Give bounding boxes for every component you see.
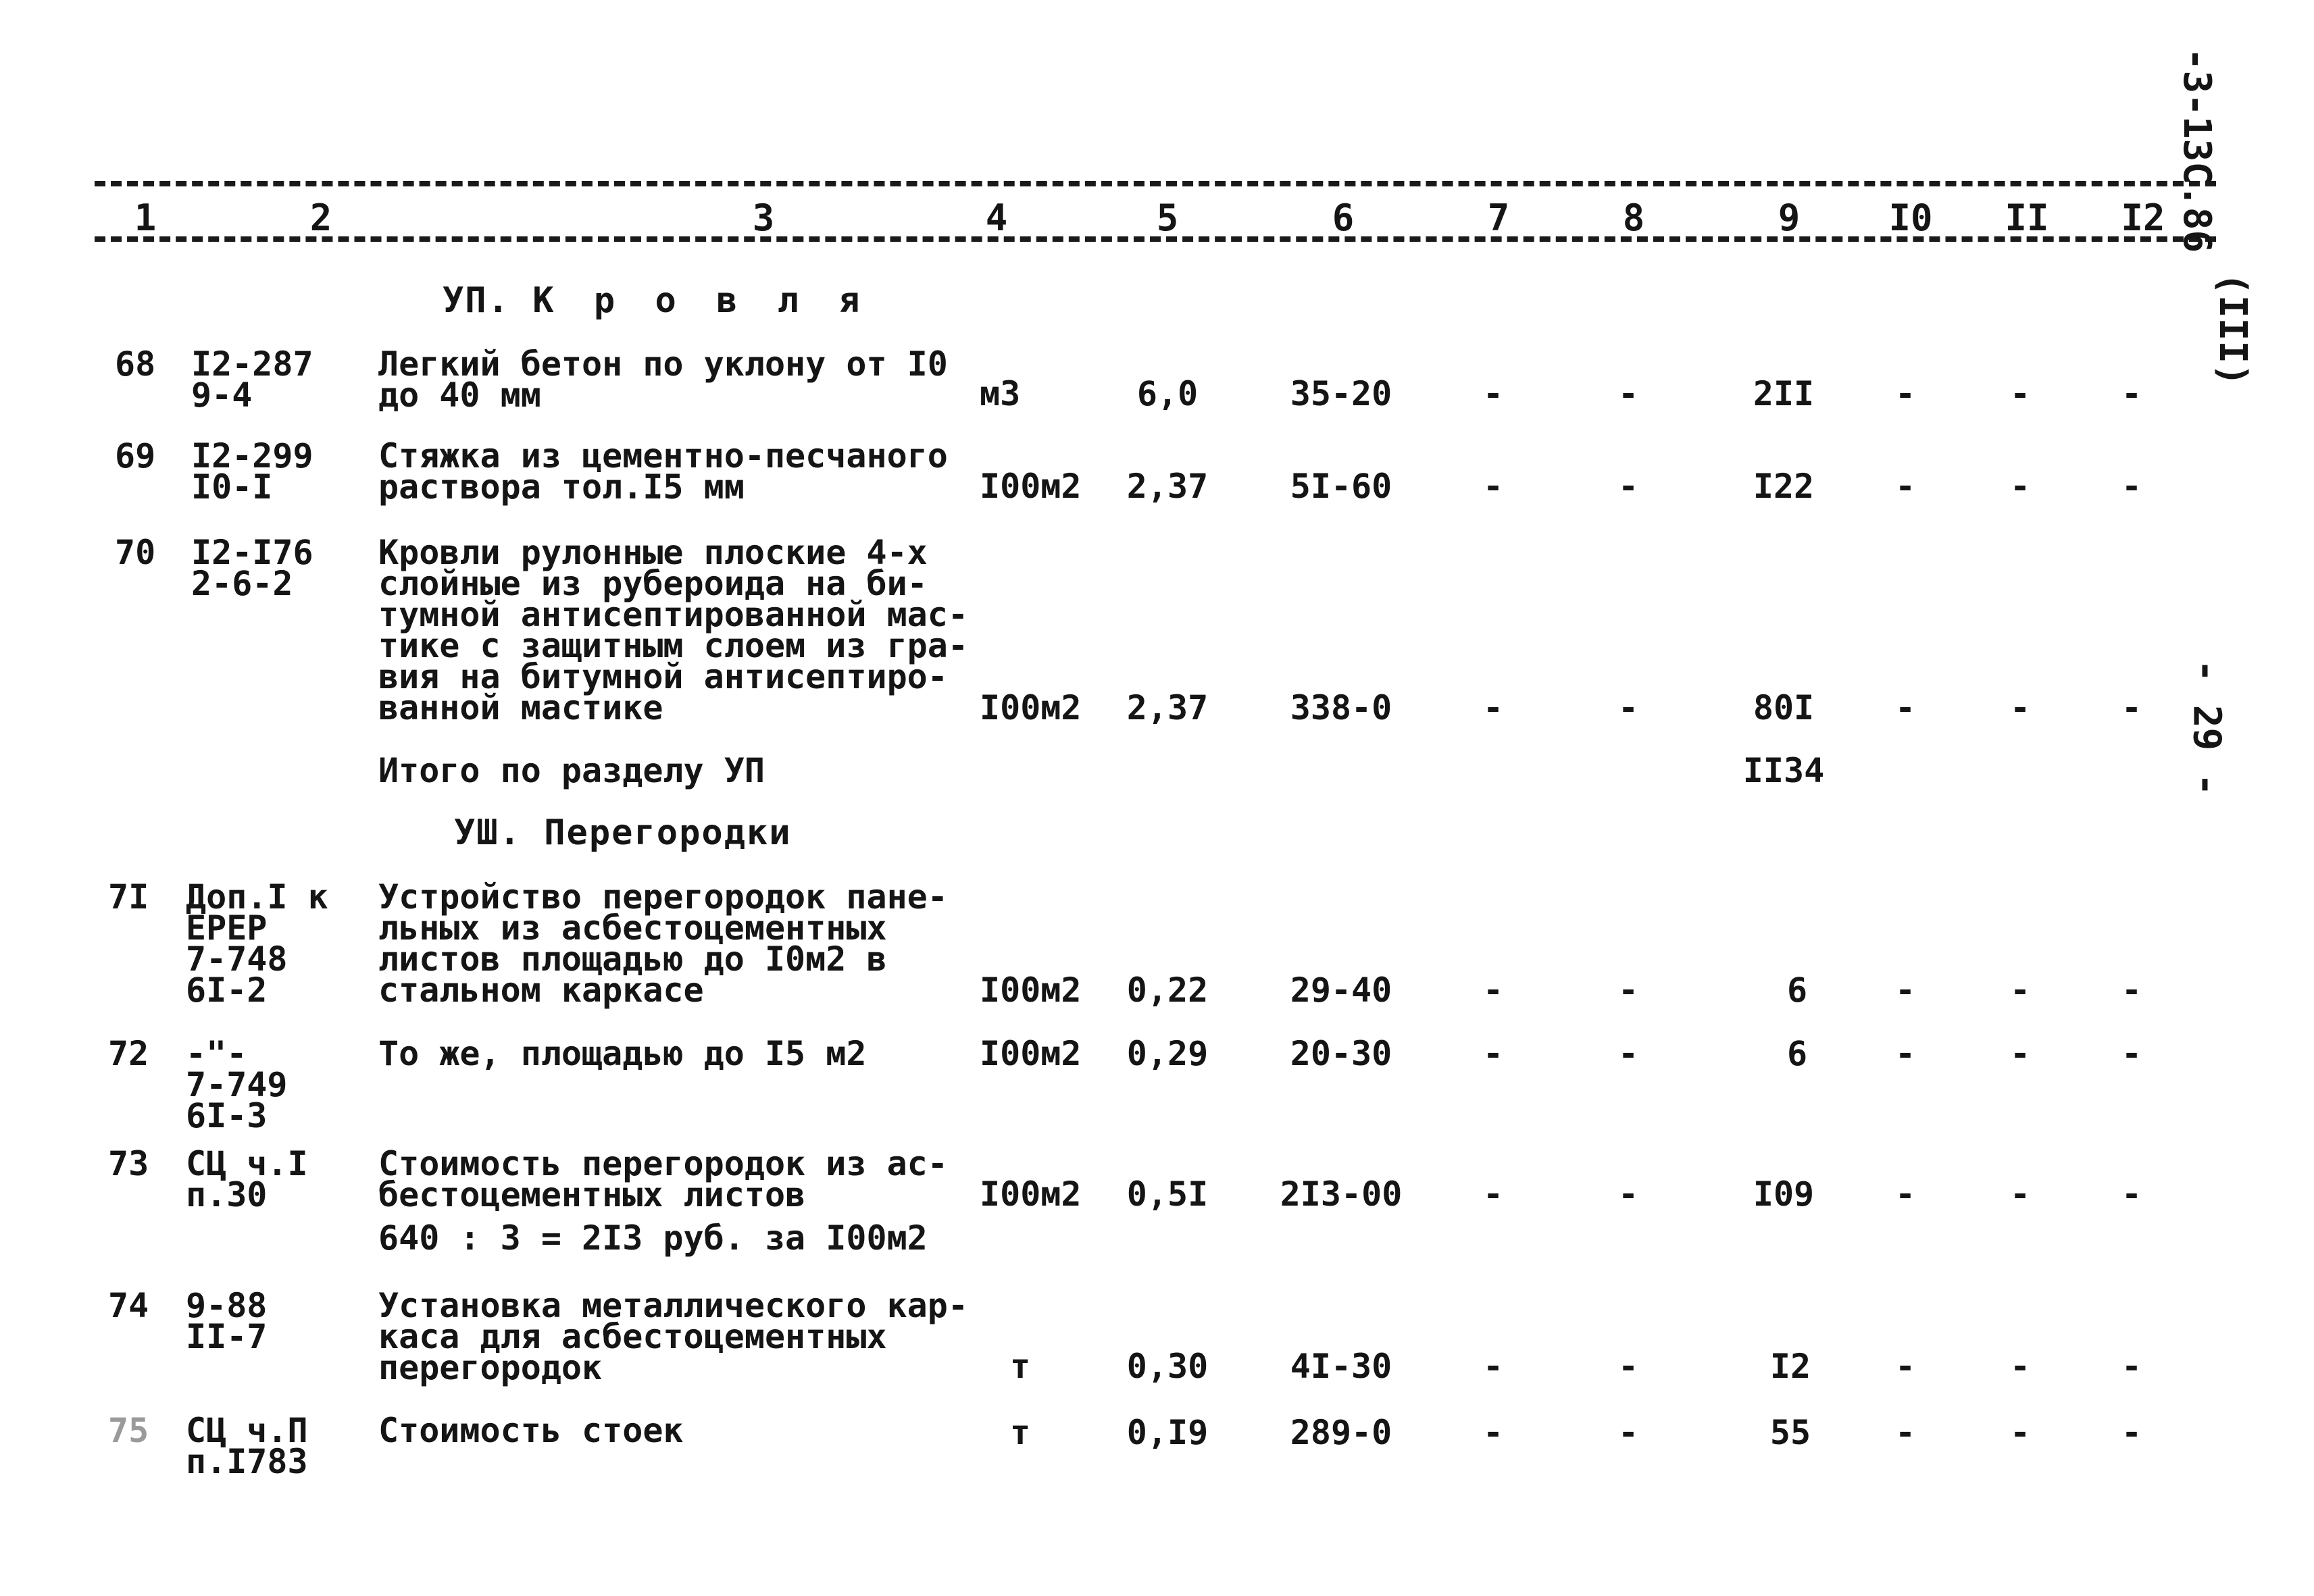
unit: I00м2 <box>980 1175 1082 1214</box>
norm-code: СЦ ч.П п.I783 <box>186 1411 308 1481</box>
col-7: - <box>1482 467 1504 506</box>
col-8: - <box>1617 1347 1639 1386</box>
section-title: К р о в л я <box>532 280 870 321</box>
column-header: 5 <box>1156 197 1179 239</box>
unit-price: 5I-60 <box>1290 467 1392 506</box>
col-7: - <box>1482 1034 1504 1073</box>
row-number: 72 <box>108 1034 149 1073</box>
col-8: - <box>1617 688 1639 727</box>
col-8: - <box>1617 1413 1639 1452</box>
norm-code: -"- 7-749 6I-3 <box>186 1034 288 1135</box>
col-10: - <box>1894 1175 1916 1214</box>
column-header: 7 <box>1487 197 1510 239</box>
col-11: - <box>2009 1175 2031 1214</box>
subtotal-value: II34 <box>1742 751 1825 790</box>
unit: I00м2 <box>980 971 1082 1010</box>
section-title: Перегородки <box>544 813 792 853</box>
section-heading <box>454 813 792 853</box>
unit: I00м2 <box>980 688 1082 727</box>
unit: м3 <box>980 374 1021 413</box>
column-header: 6 <box>1332 197 1355 239</box>
col-11: - <box>2009 971 2031 1010</box>
column-header: I2 <box>2121 197 2165 239</box>
unit: т <box>1010 1413 1031 1452</box>
subtotal-label: Итого по разделу УП <box>378 751 765 790</box>
quantity: 0,29 <box>1126 1034 1209 1073</box>
quantity: 2,37 <box>1126 467 1209 506</box>
col-12: - <box>2121 374 2142 413</box>
col-7: - <box>1482 374 1504 413</box>
total-cost: I09 <box>1753 1175 1815 1214</box>
unit: т <box>1010 1347 1031 1386</box>
quantity: 0,I9 <box>1126 1413 1209 1452</box>
col-12: - <box>2121 1413 2142 1452</box>
col-7: - <box>1482 971 1504 1010</box>
col-12: - <box>2121 971 2142 1010</box>
total-cost: 2II <box>1753 374 1815 413</box>
work-description: Устройство перегородок пане- льных из асбестоцементных листов площадью до I0м2 в стальном каркасе <box>378 877 948 1010</box>
norm-code: 9-88 II-7 <box>186 1286 268 1356</box>
total-cost: 55 <box>1769 1413 1811 1452</box>
column-header: 1 <box>134 197 157 239</box>
col-12: - <box>2121 688 2142 727</box>
page-number: - 29 - <box>2184 659 2229 796</box>
norm-code: I2-287 9-4 <box>191 344 313 415</box>
norm-code: Доп.I к ЕРЕР 7-748 6I-2 <box>186 877 328 1010</box>
col-7: - <box>1482 1175 1504 1214</box>
col-10: - <box>1894 1347 1916 1386</box>
header-top-rule <box>95 181 2216 186</box>
work-description: Установка металлического кар- каса для асбестоцементных перегородок <box>378 1286 968 1387</box>
work-description: То же, площадью до I5 м2 <box>378 1034 867 1073</box>
col-12: - <box>2121 1347 2142 1386</box>
quantity: 0,30 <box>1126 1347 1209 1386</box>
row-number: 7I <box>108 877 149 917</box>
col-12: - <box>2121 467 2142 506</box>
col-8: - <box>1617 374 1639 413</box>
col-8: - <box>1617 1034 1639 1073</box>
norm-code: I2-299 I0-I <box>191 436 313 507</box>
col-11: - <box>2009 688 2031 727</box>
total-cost: 6 <box>1786 1034 1808 1073</box>
norm-code: I2-I76 2-6-2 <box>191 533 313 603</box>
col-11: - <box>2009 1347 2031 1386</box>
total-cost: I2 <box>1769 1347 1811 1386</box>
quantity: 2,37 <box>1126 688 1209 727</box>
col-10: - <box>1894 1034 1916 1073</box>
row-number: 75 <box>108 1411 149 1450</box>
col-7: - <box>1482 1347 1504 1386</box>
unit-price: 20-30 <box>1290 1034 1392 1073</box>
side-document-code: -3-13C.86 <box>2175 47 2219 253</box>
total-cost: 80I <box>1753 688 1815 727</box>
unit: I00м2 <box>980 1034 1082 1073</box>
row-number: 68 <box>115 344 156 384</box>
calculation-note: 640 : 3 = 2I3 руб. за I00м2 <box>378 1218 928 1258</box>
col-12: - <box>2121 1175 2142 1214</box>
col-10: - <box>1894 971 1916 1010</box>
col-11: - <box>2009 1413 2031 1452</box>
quantity: 6,0 <box>1136 374 1199 413</box>
total-cost: 6 <box>1786 971 1808 1010</box>
quantity: 0,5I <box>1126 1175 1209 1214</box>
column-header: 4 <box>985 197 1008 239</box>
column-header: 8 <box>1622 197 1645 239</box>
section-heading <box>443 280 870 321</box>
row-number: 74 <box>108 1286 149 1325</box>
unit-price: 338-0 <box>1290 688 1392 727</box>
col-8: - <box>1617 467 1639 506</box>
work-description: Стоимость стоек <box>378 1411 684 1450</box>
section-roman: УШ. <box>454 813 522 853</box>
work-description: Стоимость перегородок из ас- бестоцементных листов <box>378 1144 948 1214</box>
col-10: - <box>1894 1413 1916 1452</box>
col-11: - <box>2009 1034 2031 1073</box>
side-mark: (III) <box>2210 272 2255 386</box>
section-roman: УП. <box>443 280 510 321</box>
quantity: 0,22 <box>1126 971 1209 1010</box>
unit-price: 289-0 <box>1290 1413 1392 1452</box>
unit: I00м2 <box>980 467 1082 506</box>
column-header: I0 <box>1888 197 1933 239</box>
col-10: - <box>1894 374 1916 413</box>
col-10: - <box>1894 688 1916 727</box>
col-10: - <box>1894 467 1916 506</box>
col-12: - <box>2121 1034 2142 1073</box>
unit-price: 29-40 <box>1290 971 1392 1010</box>
row-number: 73 <box>108 1144 149 1183</box>
norm-code: СЦ ч.I п.30 <box>186 1144 308 1214</box>
unit-price: 2I3-00 <box>1280 1175 1403 1214</box>
col-8: - <box>1617 1175 1639 1214</box>
col-11: - <box>2009 467 2031 506</box>
column-header: 3 <box>752 197 775 239</box>
column-header: 2 <box>309 197 332 239</box>
col-7: - <box>1482 688 1504 727</box>
column-header: 9 <box>1778 197 1801 239</box>
work-description: Легкий бетон по уклону от I0 до 40 мм <box>378 344 948 415</box>
total-cost: I22 <box>1753 467 1815 506</box>
col-11: - <box>2009 374 2031 413</box>
col-8: - <box>1617 971 1639 1010</box>
work-description: Кровли рулонные плоские 4-х слойные из рубероида на би- тумной антисептированной мас- тике с защитным слоем из гра- вия на битумной антисептиро- ванной мастике <box>378 533 968 727</box>
column-header: II <box>2005 197 2049 239</box>
col-7: - <box>1482 1413 1504 1452</box>
work-description: Стяжка из цементно-песчаного раствора тол.I5 мм <box>378 436 948 507</box>
row-number: 70 <box>115 533 156 572</box>
unit-price: 35-20 <box>1290 374 1392 413</box>
row-number: 69 <box>115 436 156 475</box>
unit-price: 4I-30 <box>1290 1347 1392 1386</box>
